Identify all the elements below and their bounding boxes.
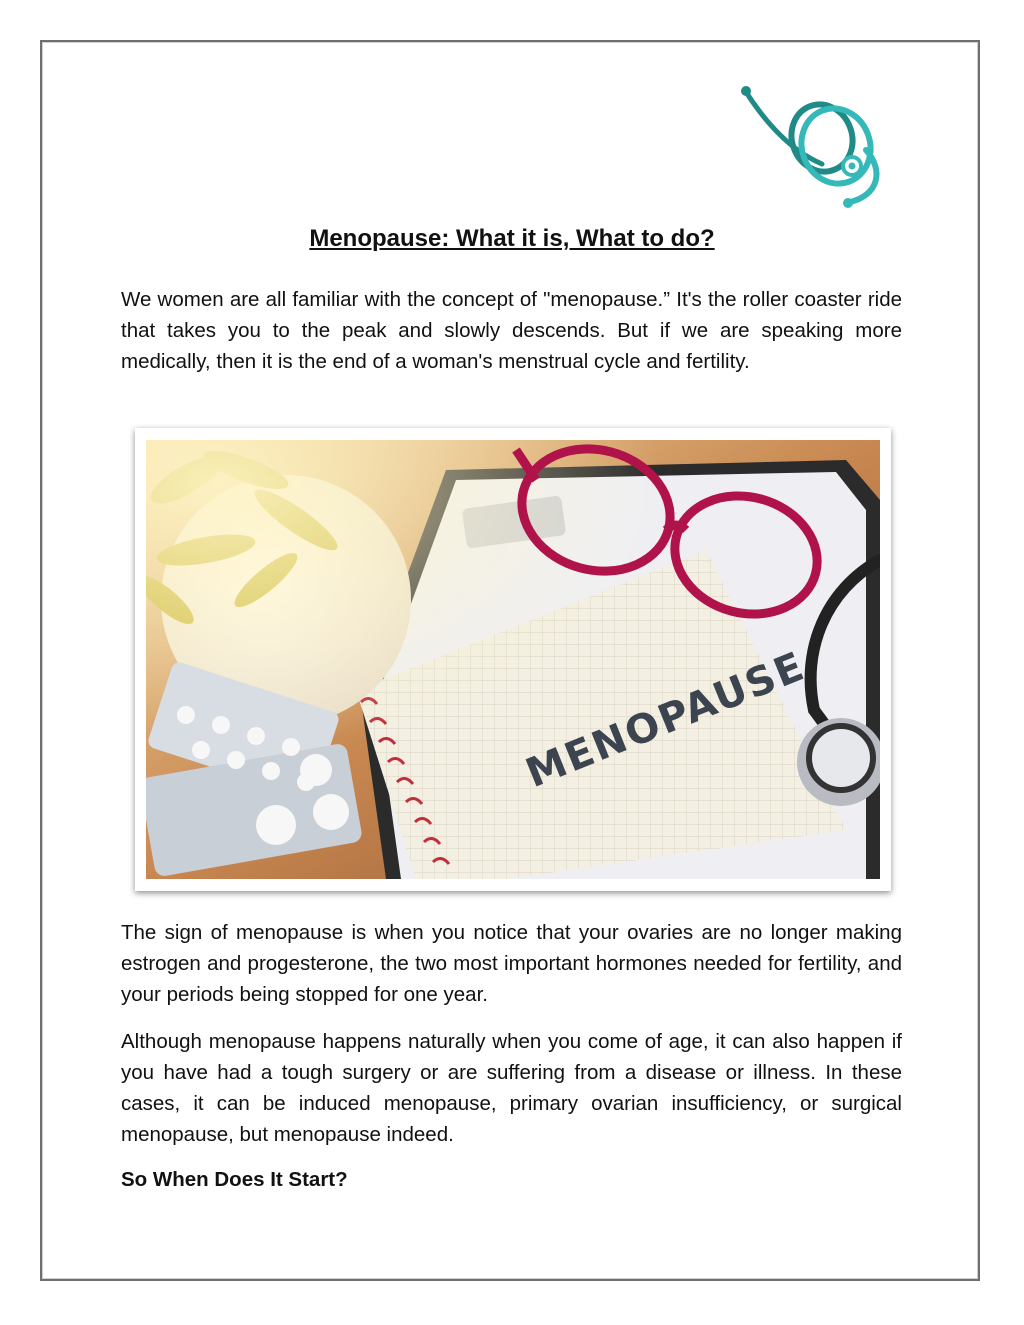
- photo-illustration: [146, 440, 880, 879]
- intro-paragraph: We women are all familiar with the concept of "menopause.” It's the roller coaster ride that takes you to the peak and slowly descends. But if we are speaking more medically, then it is the end of a woman's menstrual cycle and fertility.: [121, 288, 902, 373]
- section-subheading: So When Does It Start?: [121, 1168, 348, 1191]
- sign-paragraph: The sign of menopause is when you notice that your ovaries are no longer making estrogen and progesterone, the two most important hormones needed for fertility, and your periods being stopped for one year.: [121, 921, 902, 1006]
- stethoscope-logo-icon: [734, 80, 894, 212]
- page-title: Menopause: What it is, What to do?: [309, 225, 715, 252]
- cause-paragraph: Although menopause happens naturally when you come of age, it can also happen if you have had a tough surgery or are suffering from a disease or illness. In these cases, it can be induced menopause, primary ovarian insufficiency, or surgical menopause, but menopause indeed.: [121, 1030, 902, 1146]
- menopause-photo: [135, 428, 891, 891]
